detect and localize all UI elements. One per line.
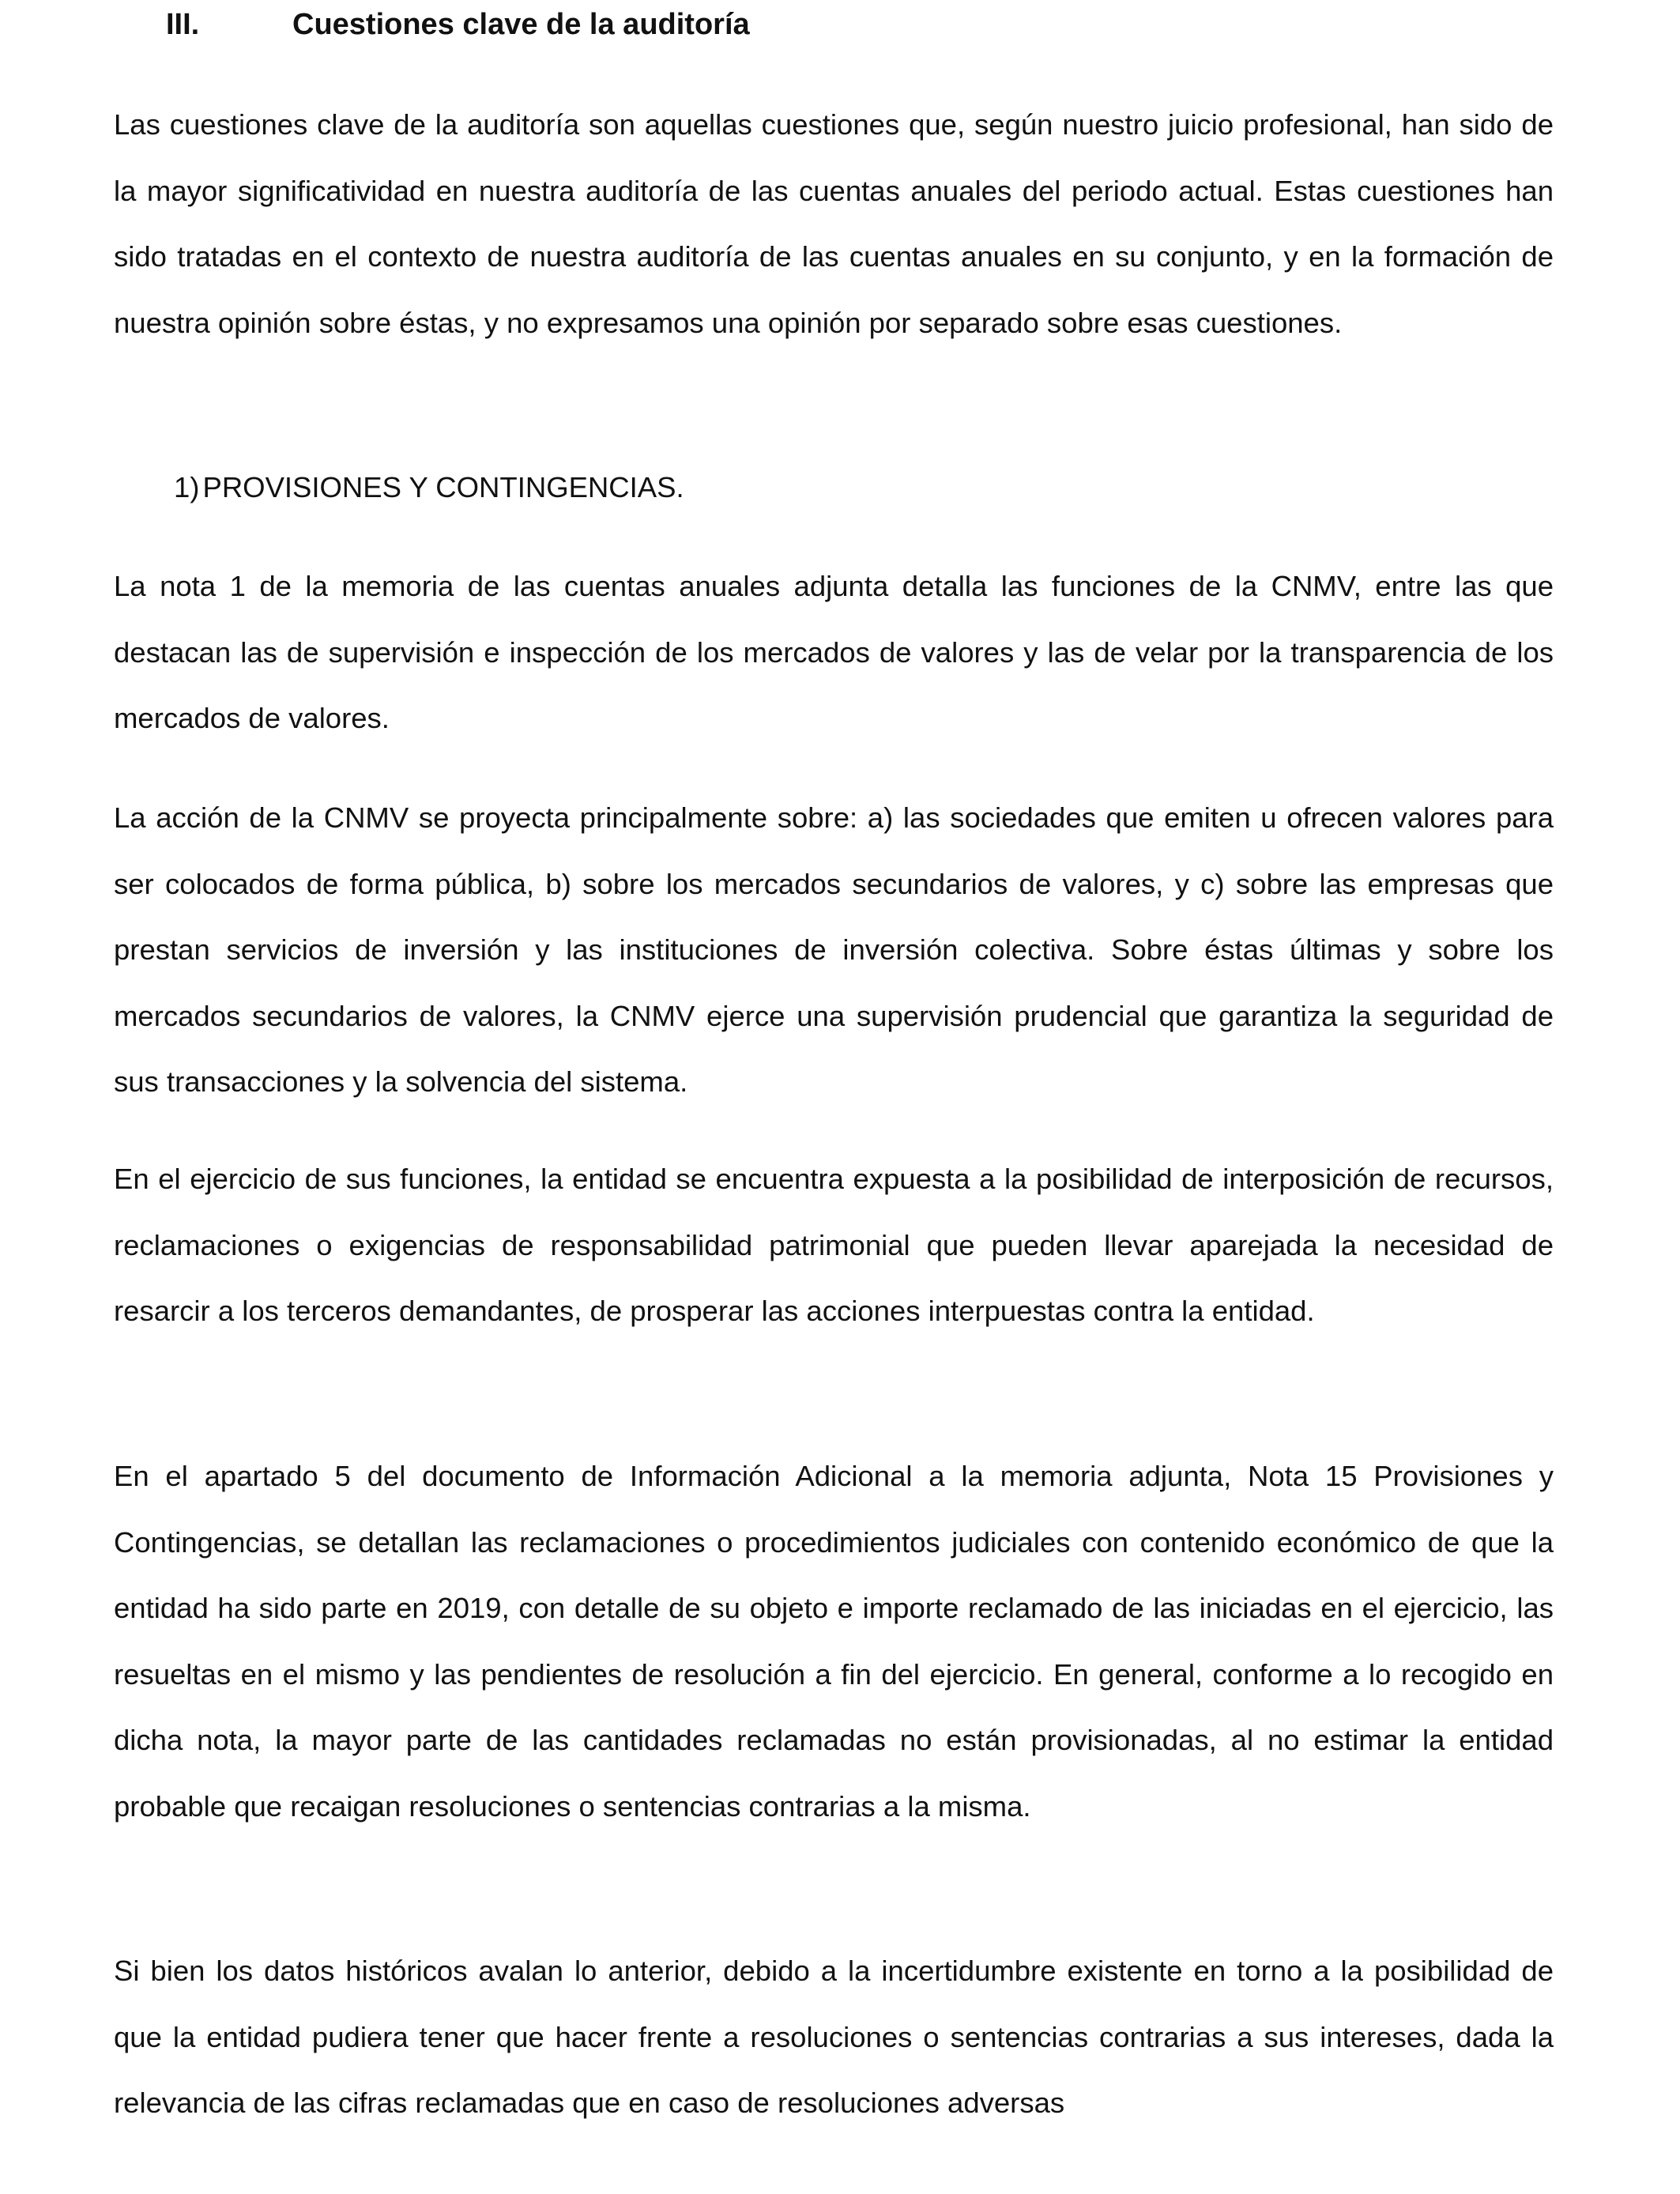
subsection-number: 1) <box>174 471 200 503</box>
paragraph-ejercicio-funciones: En el ejercicio de sus funciones, la entidad se encuentra expuesta a la posibilidad de interposición de recursos, reclamaciones o exigencias de responsabilidad patrimonial que pueden llevar aparejada la necesidad de resarcir a los terceros demandantes, de prosperar las acciones interpuestas contra la entidad. <box>114 1163 1554 1327</box>
paragraph-datos-historicos: Si bien los datos históricos avalan lo anterior, debido a la incertidumbre existente en torno a la posibilidad de que la entidad pudiera tener que hacer frente a resoluciones o sentencias contrarias a sus intereses, dada la relevancia de las cifras reclamadas que en caso de resoluciones adversas <box>114 1955 1554 2119</box>
paragraph-apartado-5: En el apartado 5 del documento de Información Adicional a la memoria adjunta, Nota 15 Provisiones y Contingencias, se detallan las reclamaciones o procedimientos judiciales con contenido económico de que la entidad ha sido parte en 2019, con detalle de su objeto e importe reclamado de las iniciadas en el ejercicio, las resueltas en el mismo y las pendientes de resolución a fin del ejercicio. En general, conforme a lo recogido en dicha nota, la mayor parte de las cantidades reclamadas no están provisionadas, al no estimar la entidad probable que recaigan resoluciones o sentencias contrarias a la misma. <box>114 1460 1554 1823</box>
section-number: III. <box>166 8 200 41</box>
section-title: Cuestiones clave de la auditoría <box>292 8 750 41</box>
paragraph-nota-1: La nota 1 de la memoria de las cuentas anuales adjunta detalla las funciones de la CNMV, entre las que destacan las de supervisión e inspección de los mercados de valores y las de velar por la transparencia de los mercados de valores. <box>114 570 1554 734</box>
section-heading <box>166 5 750 44</box>
paragraph-accion-cnmv: La acción de la CNMV se proyecta principalmente sobre: a) las sociedades que emiten u ofrecen valores para ser colocados de forma pública, b) sobre los mercados secundarios de valores, y c) sobre las empresas que prestan servicios de inversión y las instituciones de inversión colectiva. Sobre éstas últimas y sobre los mercados secundarios de valores, la CNMV ejerce una supervisión prudencial que garantiza la seguridad de sus transacciones y la solvencia del sistema. <box>114 801 1554 1098</box>
paragraph-intro: Las cuestiones clave de la auditoría son aquellas cuestiones que, según nuestro juicio profesional, han sido de la mayor significatividad en nuestra auditoría de las cuentas anuales del periodo actual. Estas cuestiones han sido tratadas en el contexto de nuestra auditoría de las cuentas anuales en su conjunto, y en la formación de nuestra opinión sobre éstas, y no expresamos una opinión por separado sobre esas cuestiones. <box>114 108 1554 339</box>
subsection-heading <box>174 468 684 507</box>
subsection-title: PROVISIONES Y CONTINGENCIAS. <box>202 471 684 503</box>
